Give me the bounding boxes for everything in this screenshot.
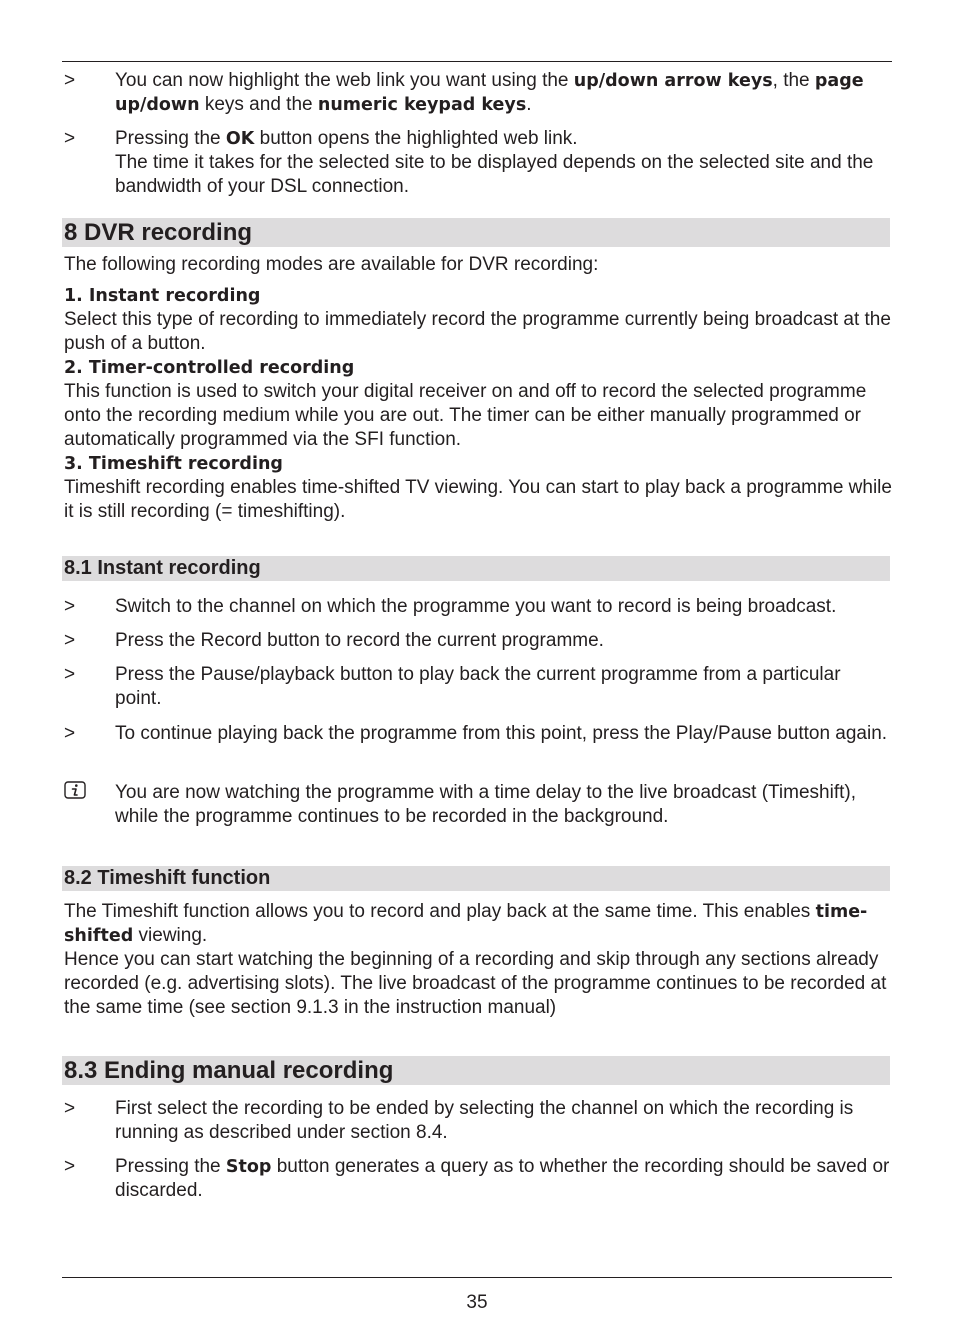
bullet-marker: >: [64, 128, 76, 149]
bullet-marker: >: [64, 1098, 76, 1119]
bullet-marker: >: [64, 723, 76, 744]
section-heading: 8.3 Ending manual recording: [62, 1056, 890, 1085]
top-rule: [62, 61, 892, 62]
mode-text: Timeshift recording enables time-shifted TV viewing. You can start to play back a programme while it is still recording (= timeshifting).: [64, 477, 892, 522]
bullet-text: First select the recording to be ended by selecting the channel on which the recording is running as described under section 8.4.: [115, 1098, 854, 1143]
key-term: time-shifted: [64, 902, 868, 946]
bullet-item: [64, 629, 892, 653]
subsection-heading: 8.2 Timeshift function: [62, 866, 890, 891]
section-intro: The following recording modes are available for DVR recording:: [64, 254, 599, 275]
section-heading: 8 DVR recording: [62, 218, 890, 247]
key-term: page up/down: [115, 71, 864, 115]
key-term: Stop: [225, 1157, 272, 1177]
bullet-text: Switch to the channel on which the programme you want to record is being broadcast.: [115, 596, 837, 617]
bullet-marker: >: [64, 630, 76, 651]
bullet-item: [64, 1155, 892, 1203]
section-body: The Timeshift function allows you to record and play back at the same time. This enables time-shifted viewing. Hence you can start watching the beginning of a recording and skip through any sections already recorded (e.g. advertising slots). The live broadcast of the programme continues to be recorded at the same time (see section 9.1.3 in the instruction manual): [64, 901, 887, 1018]
subsection-heading: 8.1 Instant recording: [62, 556, 890, 581]
bullet-marker: >: [64, 70, 76, 91]
mode-text: This function is used to switch your digital receiver on and off to record the selected programme onto the recording medium while you are out. The timer can be either manually programmed or automatically programmed via the SFI function.: [64, 381, 867, 450]
key-term: OK: [225, 129, 255, 149]
bullet-text: Pressing the Stop button generates a query as to whether the recording should be saved or discarded.: [115, 1156, 890, 1201]
bullet-item: [64, 595, 892, 619]
info-text: You are now watching the programme with a time delay to the live broadcast (Timeshift), while the programme continues to be recorded in the background.: [115, 782, 856, 827]
bullet-item: [64, 663, 892, 711]
key-term: up/down arrow keys: [573, 71, 773, 91]
bullet-text: Pressing the OK button opens the highlighted web link. The time it takes for the selected site to be displayed depends on the selected site and the bandwidth of your DSL connection.: [115, 128, 874, 197]
bullet-text: Press the Pause/playback button to play back the current programme from a particular point.: [115, 664, 841, 709]
bullet-item: [64, 722, 892, 746]
bullet-marker: >: [64, 596, 76, 617]
bullet-marker: >: [64, 1156, 76, 1177]
bullet-text: To continue playing back the programme from this point, press the Play/Pause button again.: [115, 723, 888, 744]
bullet-item: [64, 127, 892, 199]
info-note: [64, 781, 892, 829]
bullet-text: You can now highlight the web link you want using the up/down arrow keys, the page up/down keys and the numeric keypad keys.: [115, 70, 864, 115]
bullet-marker: >: [64, 664, 76, 685]
mode-title: 1. Instant recording: [64, 286, 261, 306]
mode-title: 2. Timer-controlled recording: [64, 358, 355, 378]
page-number: 35: [466, 1292, 488, 1313]
bottom-rule: [62, 1277, 892, 1278]
mode-text: Select this type of recording to immediately record the programme currently being broadcast at the push of a button.: [64, 309, 891, 354]
bullet-item: [64, 1097, 892, 1145]
key-term: numeric keypad keys: [317, 95, 527, 115]
mode-title: 3. Timeshift recording: [64, 454, 283, 474]
bullet-item: [64, 69, 892, 117]
bullet-text: Press the Record button to record the current programme.: [115, 630, 604, 651]
info-icon: [64, 781, 86, 799]
recording-modes: [64, 284, 892, 524]
